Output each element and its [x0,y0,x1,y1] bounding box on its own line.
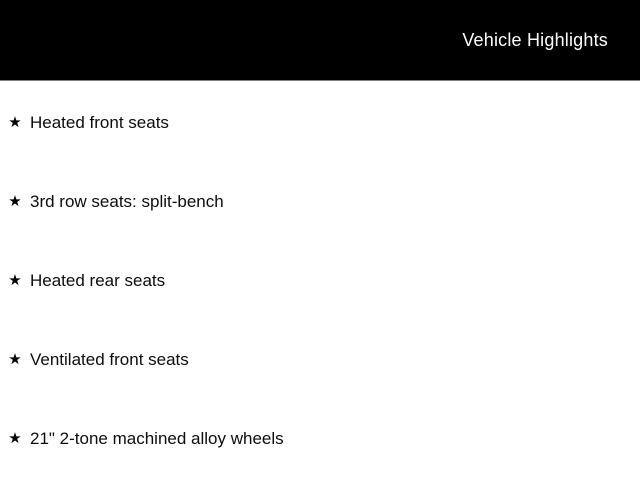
page-title: Vehicle Highlights [462,30,608,50]
list-item-label: Heated rear seats [30,270,166,290]
list-item-label: 3rd row seats: split-bench [30,191,224,211]
list-item-label: Heated front seats [30,112,169,132]
list-item [8,113,630,131]
star-icon: ★ [8,113,22,131]
list-item [8,429,630,447]
list-item-label: 21" 2-tone machined alloy wheels [30,428,284,448]
star-icon: ★ [8,271,22,289]
list-item-label: Ventilated front seats [30,349,189,369]
list-item [8,271,630,289]
list-item [8,192,630,210]
highlights-list [0,81,640,447]
header-bar [0,0,640,81]
star-icon: ★ [8,350,22,368]
star-icon: ★ [8,429,22,447]
list-item [8,350,630,368]
star-icon: ★ [8,192,22,210]
